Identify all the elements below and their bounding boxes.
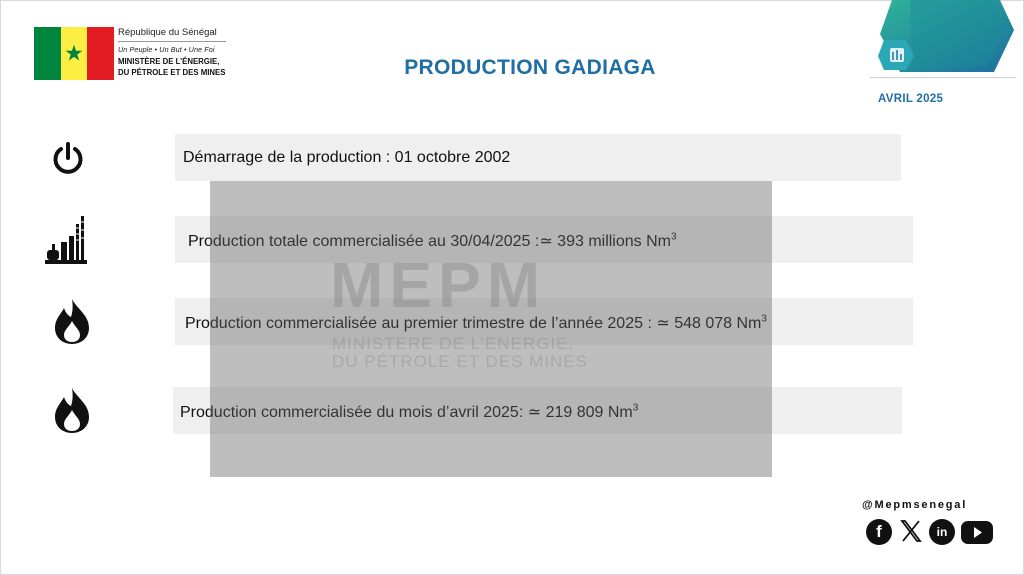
flame-icon	[51, 297, 93, 345]
divider	[870, 77, 1016, 78]
date-label: AVRIL 2025	[878, 93, 944, 105]
ministry-logo-icon	[870, 0, 1020, 80]
x-icon[interactable]	[898, 516, 924, 546]
row-text: Production commercialisée du mois d’avril 2025: ≃ 219 809 Nm$^3$	[180, 402, 639, 421]
divider	[118, 41, 226, 42]
page-title: PRODUCTION GADIAGA	[404, 56, 656, 79]
refinery-icon	[43, 214, 89, 266]
ministry-name-line2: DU PÉTROLE ET DES MINES	[118, 68, 226, 77]
ministry-name-line1: MINISTÈRE DE L’ÉNERGIE,	[118, 57, 220, 66]
watermark-overlay	[210, 181, 772, 477]
flame-icon	[51, 386, 93, 434]
linkedin-icon[interactable]: in	[929, 519, 955, 545]
watermark-logo: MEPM	[330, 249, 546, 321]
social-handle: @Mepmsenegal	[862, 499, 968, 511]
motto: Un Peuple • Un But • Une Foi	[118, 45, 215, 54]
youtube-icon[interactable]	[961, 521, 993, 544]
row-text: Production commercialisée au premier trimestre de l’année 2025 : ≃ 548 078 Nm$^3$	[185, 313, 767, 332]
facebook-icon[interactable]: f	[866, 519, 892, 545]
row-text: Production totale commercialisée au 30/04/2025 :≃ 393 millions Nm$^3$	[188, 231, 677, 250]
star-icon: ★	[64, 40, 84, 66]
power-icon	[50, 141, 86, 177]
republic-label: République du Sénégal	[118, 27, 217, 38]
row-text: Démarrage de la production : 01 octobre 2002	[183, 149, 511, 166]
watermark-text: MINISTERE DE L’ENERGIE,	[332, 334, 575, 353]
watermark-text: DU PÉTROLE ET DES MINES	[332, 352, 589, 371]
